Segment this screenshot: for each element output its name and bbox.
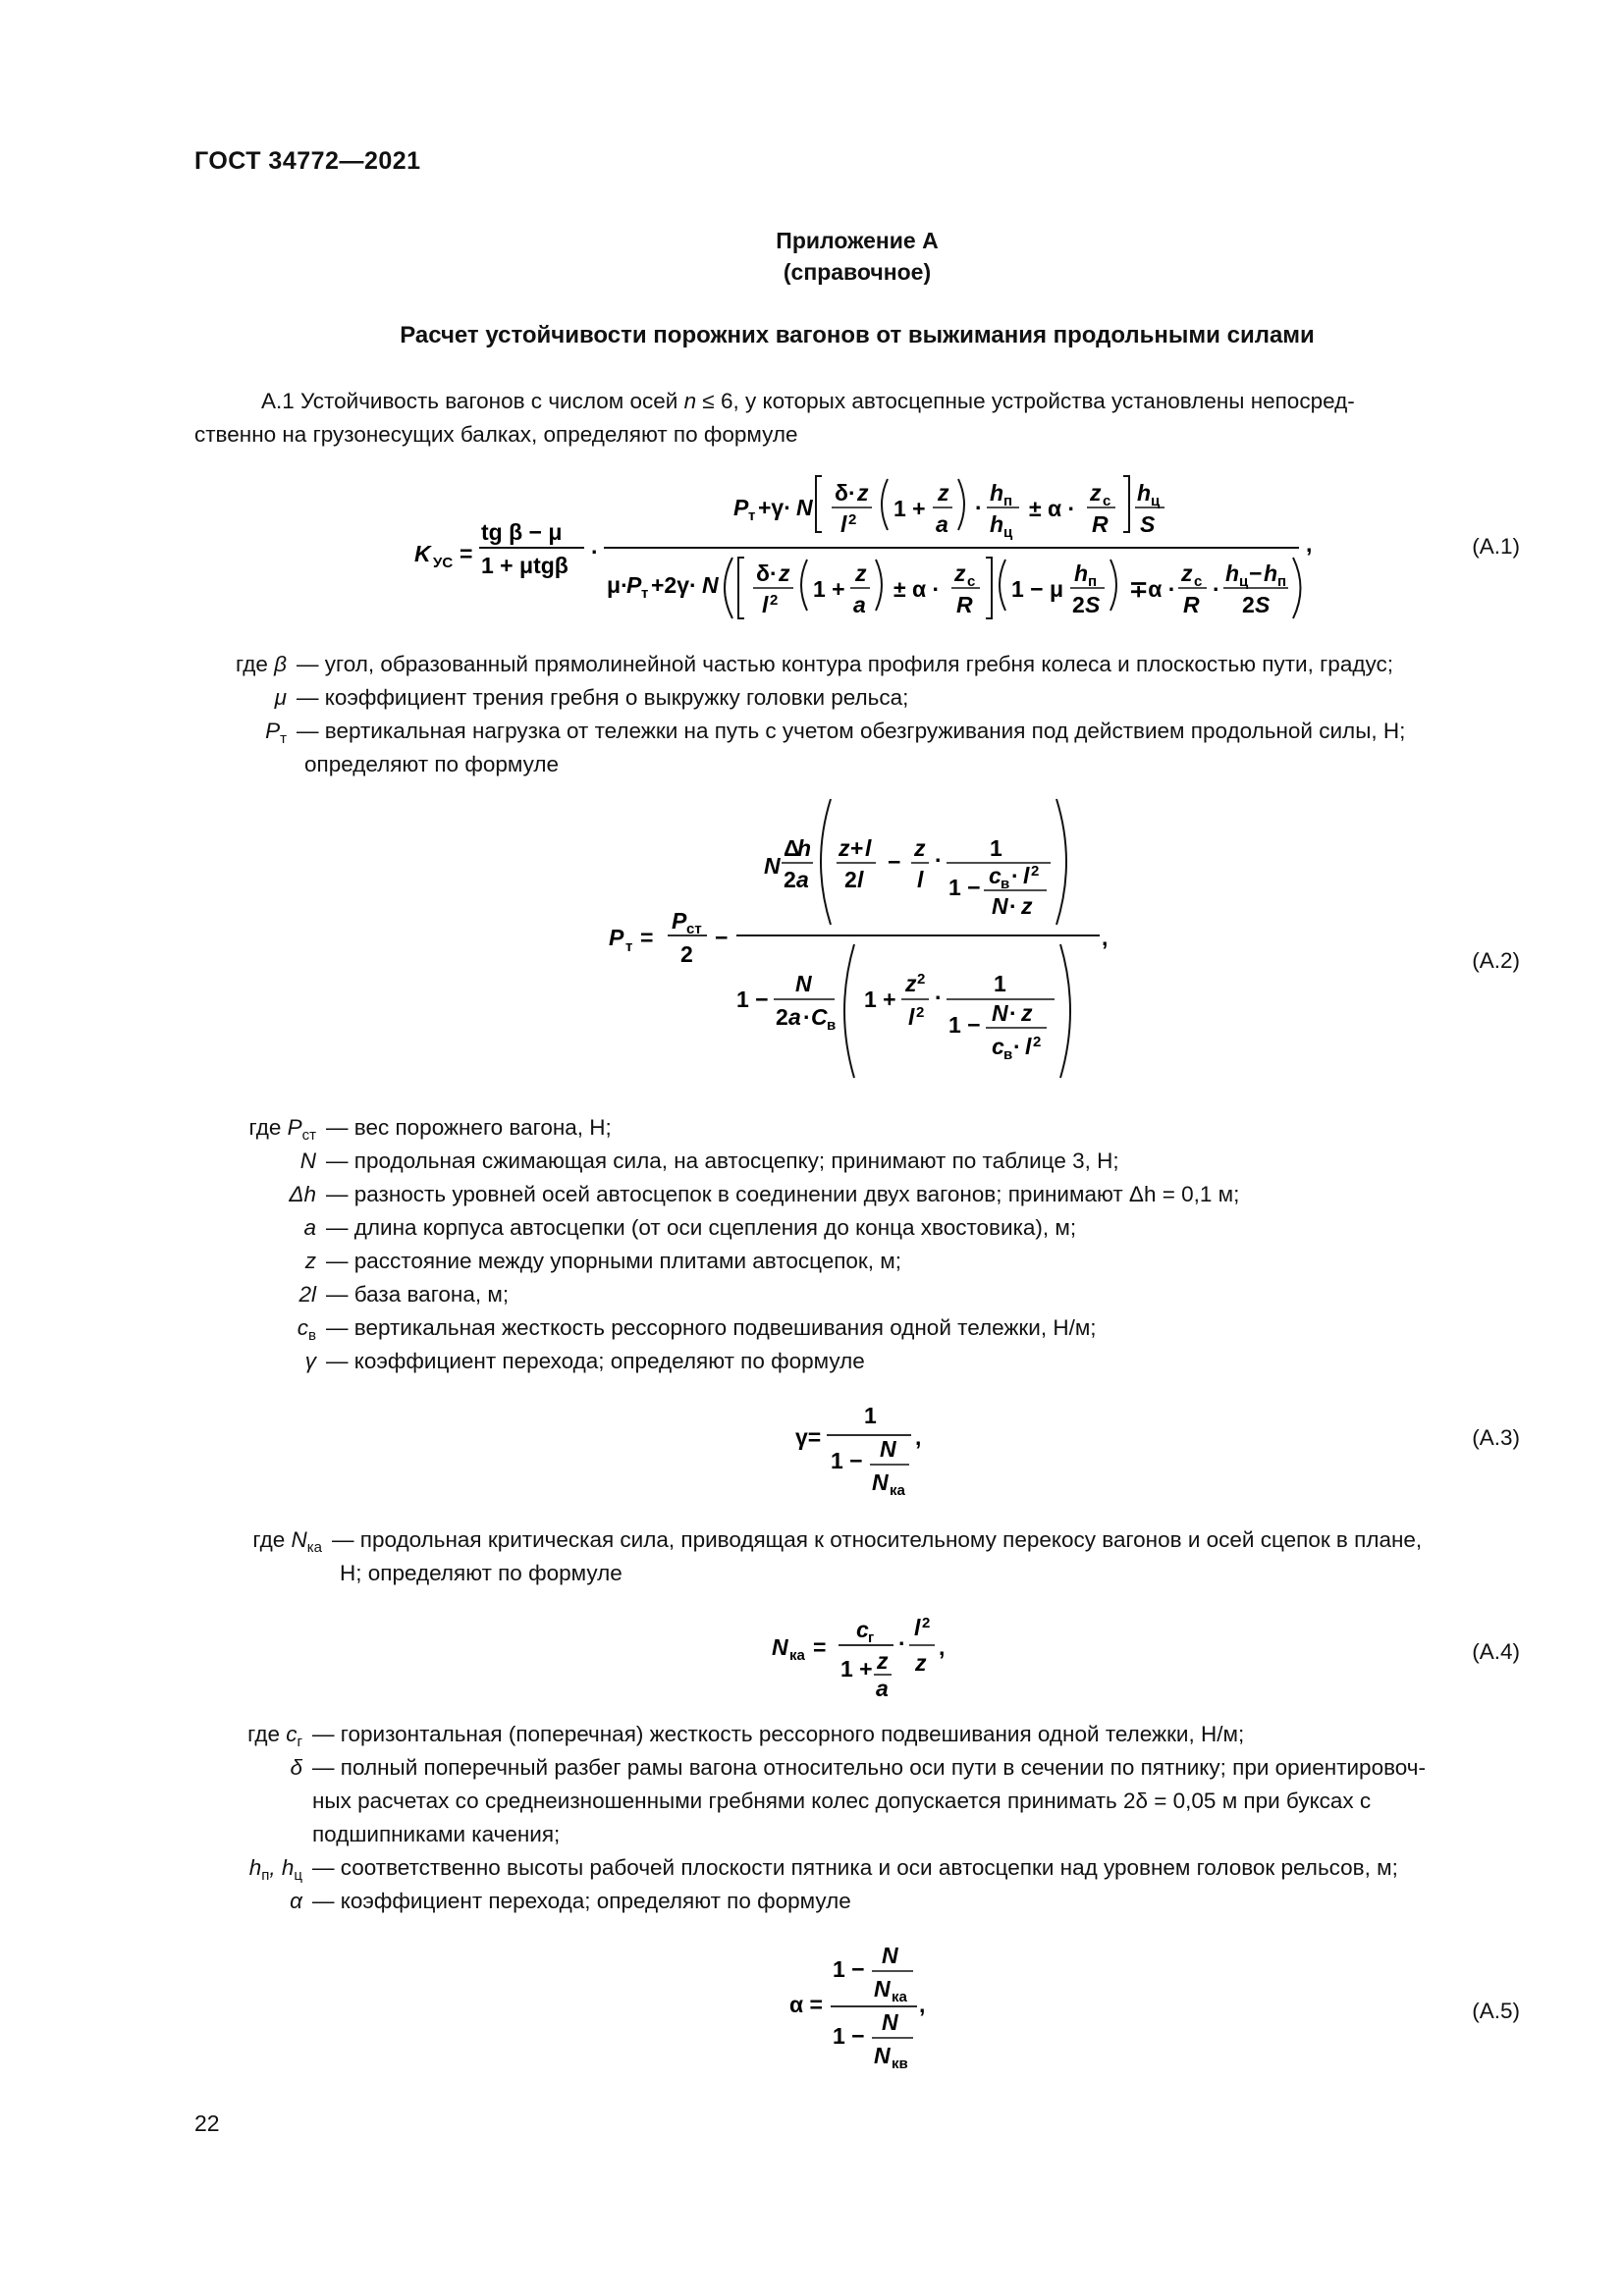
eq-number-a1: (А.1) xyxy=(1472,534,1520,559)
svg-text:N: N xyxy=(874,1976,891,2002)
svg-text:a: a xyxy=(936,511,948,537)
svg-text:1: 1 xyxy=(994,971,1006,996)
svg-text:ка: ка xyxy=(890,1482,905,1499)
where-row: ных расчетах со среднеизношенными гребнями колес допускается принимать 2δ = 0,05 м при буксах с xyxy=(312,1789,1372,1813)
where-row: Δh — разность уровней осей автосцепок в соединении двух вагонов; принимают Δh = 0,1 м; xyxy=(289,1182,1240,1206)
where-row: z — расстояние между упорными плитами автосцепок, м; xyxy=(304,1249,901,1273)
svg-text:l: l xyxy=(762,592,769,617)
svg-text:z: z xyxy=(1181,561,1193,586)
where-row: определяют по формуле xyxy=(304,752,559,776)
svg-text:N: N xyxy=(882,2009,898,2035)
eq-number-a3: (А.3) xyxy=(1472,1425,1520,1450)
svg-text:ка: ка xyxy=(789,1647,805,1664)
svg-text:N: N xyxy=(882,1943,898,1968)
standard-header: ГОСТ 34772—2021 xyxy=(194,147,421,175)
where-row: $c_в$ — вертикальная жесткость рессорного подвешивания одной тележки, Н/м; xyxy=(297,1315,1097,1344)
svg-text:1 − μ: 1 − μ xyxy=(1011,576,1064,602)
svg-text:ц: ц xyxy=(1003,524,1013,541)
svg-text:c: c xyxy=(856,1617,869,1642)
svg-text:=: = xyxy=(460,541,473,566)
svg-text:−: − xyxy=(888,849,901,875)
svg-text:,: , xyxy=(1102,925,1109,950)
where-row: μ — коэффициент трения гребня о выкружку головки рельса; xyxy=(274,685,909,710)
eq-number-a5: (А.5) xyxy=(1472,1999,1520,2023)
svg-text:,: , xyxy=(1306,531,1313,557)
section-title: Расчет устойчивости порожних вагонов от выжимания продольными силами xyxy=(400,322,1315,348)
svg-text:1 −: 1 − xyxy=(948,1012,981,1038)
svg-text:1 +: 1 + xyxy=(813,576,845,602)
svg-text:кв: кв xyxy=(892,2056,908,2072)
svg-text:C: C xyxy=(811,1004,828,1030)
svg-text:2: 2 xyxy=(848,511,857,528)
svg-text:·: · xyxy=(935,985,943,1010)
svg-text:z: z xyxy=(954,561,966,586)
svg-text:2: 2 xyxy=(1242,592,1255,617)
where-row: N — продольная сжимающая сила, на автосцепку; принимают по таблице 3, Н; xyxy=(299,1148,1119,1173)
svg-text:l: l xyxy=(1025,1034,1032,1059)
svg-text:1: 1 xyxy=(990,835,1002,861)
svg-text:z: z xyxy=(877,1648,889,1674)
svg-text:a: a xyxy=(853,592,866,617)
svg-text:c: c xyxy=(1194,573,1203,590)
where-list-4 xyxy=(194,1718,1520,1918)
svg-text:·: · xyxy=(935,847,943,873)
svg-text:·: · xyxy=(1009,1000,1017,1026)
svg-text:2: 2 xyxy=(1033,1034,1042,1050)
svg-text:т: т xyxy=(625,938,633,955)
svg-text:·: · xyxy=(1013,1034,1021,1059)
svg-text:γ=: γ= xyxy=(795,1424,822,1450)
svg-text:c: c xyxy=(992,1034,1004,1059)
svg-text:2: 2 xyxy=(776,1004,788,1030)
svg-text:ка: ка xyxy=(892,1989,907,2005)
svg-text:z: z xyxy=(905,971,917,996)
svg-text:1 −: 1 − xyxy=(833,1956,865,1982)
svg-text:h: h xyxy=(1264,561,1278,586)
svg-text:2: 2 xyxy=(770,592,779,609)
svg-text:·: · xyxy=(898,1630,906,1656)
equation-a4 xyxy=(762,1594,958,1702)
svg-text:2: 2 xyxy=(917,971,926,988)
svg-text:N: N xyxy=(874,2043,891,2068)
equation-a5 xyxy=(776,1934,952,2081)
svg-text:1 −: 1 − xyxy=(831,1448,863,1473)
svg-text:N: N xyxy=(992,1000,1008,1026)
svg-text:в: в xyxy=(1001,876,1010,892)
svg-text:2: 2 xyxy=(1072,592,1085,617)
svg-text:l: l xyxy=(857,867,864,892)
svg-text:в: в xyxy=(1003,1046,1013,1063)
svg-text:c: c xyxy=(989,863,1001,888)
svg-text:ц: ц xyxy=(1151,493,1161,509)
svg-text:P: P xyxy=(672,908,687,934)
svg-text:δ·: δ· xyxy=(835,480,856,506)
svg-text:п: п xyxy=(1088,573,1098,590)
svg-text:п: п xyxy=(1277,573,1287,590)
svg-text:·: · xyxy=(1009,893,1017,919)
where-row: где $c_г$ — горизонтальная (поперечная) жесткость рессорного подвешивания одной тележки, Н/м; xyxy=(247,1722,1245,1750)
where-list-3 xyxy=(194,1523,1520,1590)
page-number: 22 xyxy=(194,2110,220,2136)
svg-text:R: R xyxy=(1183,592,1200,617)
svg-text:z: z xyxy=(915,1650,927,1676)
svg-text:N: N xyxy=(872,1469,889,1495)
svg-text:2: 2 xyxy=(922,1615,931,1631)
where-row: $h_п$, $h_ц$ — соответственно высоты рабочей плоскости пятника и оси автосцепки над уровнем головок рельсов, м; xyxy=(248,1855,1398,1884)
svg-text:z: z xyxy=(857,480,869,506)
svg-text:ц: ц xyxy=(1239,573,1249,590)
svg-text:S: S xyxy=(1255,592,1271,617)
svg-text:Δ: Δ xyxy=(784,835,800,861)
where-row: где $P_{ст}$ — вес порожнего вагона, Н; xyxy=(248,1115,612,1144)
svg-text:a: a xyxy=(876,1676,889,1701)
equation-a2 xyxy=(589,785,1139,1090)
eq-number-a4: (А.4) xyxy=(1472,1639,1520,1664)
svg-text:∓α ·: ∓α · xyxy=(1129,576,1176,602)
svg-text:R: R xyxy=(956,592,973,617)
where-row: где β — угол, образованный прямолинейной частью контура профиля гребня колеса и плоскостью пути, градус; xyxy=(236,652,1393,676)
svg-text:г: г xyxy=(868,1629,875,1646)
svg-text:h: h xyxy=(797,835,812,861)
svg-text:S: S xyxy=(1140,511,1156,537)
where-row: α — коэффициент перехода; определяют по формуле xyxy=(290,1889,851,1913)
svg-text:−: − xyxy=(1249,561,1263,586)
svg-text:1 +: 1 + xyxy=(864,987,896,1012)
where-list-2 xyxy=(194,1111,1520,1378)
svg-text:УС: УС xyxy=(433,555,454,571)
svg-text:P: P xyxy=(626,572,642,598)
a1-cond: ≤ 6, у которых автосцепные устройства установлены непосред- xyxy=(702,389,1355,413)
svg-text:·: · xyxy=(803,1004,811,1030)
svg-text:=: = xyxy=(813,1634,827,1660)
svg-text:1 +: 1 + xyxy=(893,496,926,521)
svg-text:2: 2 xyxy=(784,867,796,892)
a1-n: n xyxy=(683,389,697,413)
where-list-1 xyxy=(194,648,1520,781)
svg-text:т: т xyxy=(748,507,756,524)
svg-text:P: P xyxy=(733,495,749,520)
svg-text:N: N xyxy=(795,971,812,996)
svg-text:z: z xyxy=(839,835,850,861)
svg-text:l: l xyxy=(1023,863,1030,888)
svg-text:P: P xyxy=(609,925,624,950)
svg-text:1 −: 1 − xyxy=(736,987,769,1012)
svg-text:,: , xyxy=(915,1424,922,1450)
svg-text:·: · xyxy=(1011,863,1019,888)
svg-text:l: l xyxy=(914,1615,921,1640)
svg-text:N: N xyxy=(880,1436,896,1462)
svg-text:h: h xyxy=(990,480,1004,506)
svg-text:c: c xyxy=(967,573,976,590)
svg-text:2: 2 xyxy=(1031,863,1040,880)
paragraph-a1-line2: ственно на грузонесущих балках, определяют по формуле xyxy=(194,422,798,447)
svg-text:h: h xyxy=(1225,561,1240,586)
where-row: подшипниками качения; xyxy=(312,1822,561,1846)
where-row: 2l — база вагона, м; xyxy=(298,1282,510,1307)
svg-text:R: R xyxy=(1092,511,1109,537)
svg-text:h: h xyxy=(1074,561,1089,586)
svg-text:−: − xyxy=(715,925,729,950)
annex-subtitle: (справочное) xyxy=(783,259,932,285)
svg-text:N: N xyxy=(772,1634,788,1660)
svg-text:μ·: μ· xyxy=(607,572,628,598)
svg-text:=: = xyxy=(640,925,654,950)
svg-text:± α ·: ± α · xyxy=(1029,496,1076,521)
svg-text:п: п xyxy=(1003,493,1013,509)
svg-text:2: 2 xyxy=(680,941,693,967)
svg-text:N: N xyxy=(764,853,781,879)
svg-text:1 + μtgβ: 1 + μtgβ xyxy=(481,553,568,578)
svg-text:+γ·: +γ· xyxy=(758,495,791,520)
where-row: a — длина корпуса автосцепки (от оси сцепления до конца хвостовика), м; xyxy=(303,1215,1077,1240)
svg-text:l: l xyxy=(917,867,924,892)
svg-text:1: 1 xyxy=(864,1403,877,1428)
svg-text:+: + xyxy=(850,835,864,861)
svg-text:ст: ст xyxy=(686,921,702,937)
svg-text:z: z xyxy=(914,835,926,861)
svg-text:z: z xyxy=(1090,480,1102,506)
svg-text:N: N xyxy=(702,572,719,598)
svg-text:,: , xyxy=(919,1992,926,2017)
equation-a3 xyxy=(785,1390,962,1503)
paragraph-a1 xyxy=(194,385,1520,418)
svg-text:,: , xyxy=(939,1634,946,1660)
svg-text:a: a xyxy=(788,1004,801,1030)
svg-text:N: N xyxy=(992,893,1008,919)
annex-title: Приложение А xyxy=(776,228,939,253)
svg-text:N: N xyxy=(796,495,813,520)
svg-text:c: c xyxy=(1103,493,1111,509)
svg-text:z: z xyxy=(938,480,949,506)
svg-text:h: h xyxy=(990,511,1004,537)
where-row: δ — полный поперечный разбег рамы вагона относительно оси пути в сечении по пятнику; при ориентировоч- xyxy=(290,1755,1427,1780)
svg-text:± α ·: ± α · xyxy=(893,576,941,602)
svg-text:z: z xyxy=(1021,893,1033,919)
svg-text:в: в xyxy=(827,1017,837,1034)
svg-text:α =: α = xyxy=(789,1992,823,2017)
svg-text:δ·: δ· xyxy=(756,561,778,586)
svg-text:h: h xyxy=(1137,480,1152,506)
svg-text:z: z xyxy=(1021,1000,1033,1026)
a1-lead: А.1 Устойчивость вагонов с числом осей xyxy=(261,389,678,413)
svg-text:2: 2 xyxy=(916,1004,925,1021)
svg-text:·: · xyxy=(975,495,983,520)
svg-text:1 +: 1 + xyxy=(840,1656,873,1682)
where-row: Н; определяют по формуле xyxy=(340,1561,623,1585)
svg-text:S: S xyxy=(1085,592,1101,617)
svg-text:1 −: 1 − xyxy=(833,2023,865,2049)
svg-text:1 −: 1 − xyxy=(948,875,981,900)
svg-text:z: z xyxy=(855,561,867,586)
svg-text:l: l xyxy=(865,835,872,861)
svg-text:a: a xyxy=(796,867,809,892)
svg-text:·: · xyxy=(1213,576,1220,602)
svg-text:K: K xyxy=(414,541,431,566)
svg-text:z: z xyxy=(779,561,790,586)
where-row: $P_т$ — вертикальная нагрузка от тележки на путь с учетом обезгруживания под действием продольной силы, Н; xyxy=(265,719,1406,747)
svg-text:·: · xyxy=(591,539,599,564)
eq-number-a2: (А.2) xyxy=(1472,948,1520,973)
svg-text:2: 2 xyxy=(844,867,857,892)
svg-text:l: l xyxy=(908,1004,915,1030)
equation-a1 xyxy=(403,461,1335,628)
svg-text:l: l xyxy=(840,511,847,537)
where-row: γ — коэффициент перехода; определяют по формуле xyxy=(304,1349,865,1373)
svg-text:т: т xyxy=(641,585,649,602)
svg-text:tg β − μ: tg β − μ xyxy=(481,519,563,545)
svg-text:+2γ·: +2γ· xyxy=(651,572,697,598)
where-row: где $N_{ка}$ — продольная критическая сила, приводящая к относительному перекосу вагонов и осей сцепок в плане, xyxy=(252,1527,1423,1556)
